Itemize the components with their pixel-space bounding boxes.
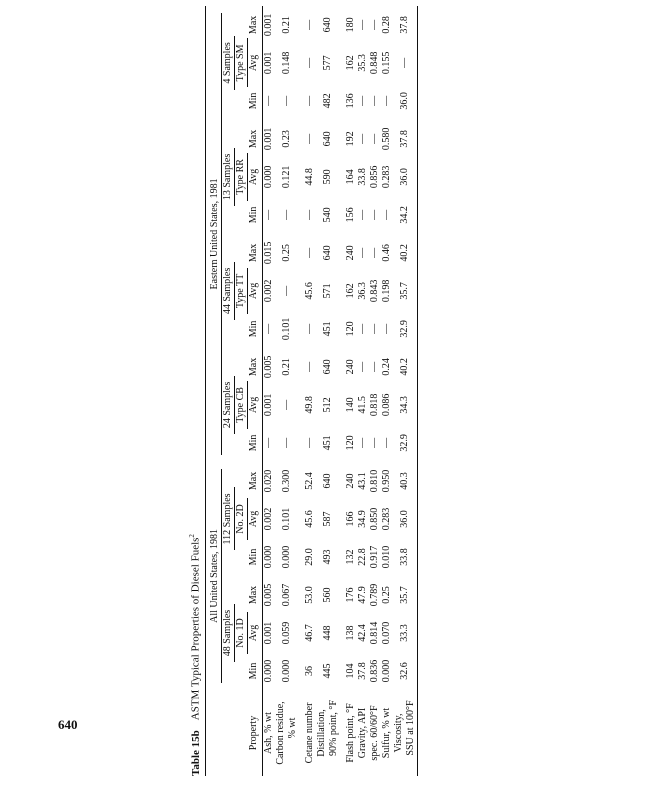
- value-cell: 166: [345, 511, 356, 527]
- property-cell: [369, 690, 381, 776]
- value-cell: 0.843: [369, 279, 380, 303]
- value-cell: 36.0: [393, 158, 418, 196]
- value-cell: 45.6: [304, 510, 315, 528]
- stat-header: Min: [248, 196, 263, 234]
- value-cell: 0.21: [281, 16, 292, 34]
- value-cell: 0.848: [369, 51, 380, 75]
- property-cell: [275, 690, 299, 776]
- stat-header: Avg: [248, 500, 263, 538]
- table-row: [263, 6, 276, 776]
- value-cell: 132: [345, 549, 356, 565]
- property-label: Carbon residue,: [275, 701, 286, 765]
- value-cell: 240: [345, 359, 356, 375]
- value-cell: 156: [345, 207, 356, 223]
- value-cell: 162: [345, 283, 356, 299]
- value-cell: 0.001: [263, 51, 274, 75]
- value-cell: 33.8: [393, 538, 418, 576]
- value-cell: 0.23: [281, 130, 292, 148]
- value-cell: 0.000: [263, 659, 274, 683]
- value-cell: 0.002: [263, 507, 274, 531]
- value-cell: 0.283: [381, 165, 392, 189]
- value-cell: 0.101: [281, 507, 292, 531]
- stat-header: Max: [248, 348, 263, 386]
- value-cell: —: [281, 209, 292, 220]
- value-cell: —: [304, 209, 315, 220]
- value-cell: 240: [345, 245, 356, 261]
- value-cell: 571: [322, 283, 333, 299]
- value-cell: —: [381, 95, 392, 106]
- table-row: [275, 6, 299, 776]
- value-cell: 493: [322, 549, 333, 565]
- stat-header: Avg: [248, 44, 263, 82]
- table-body: [263, 6, 418, 776]
- stat-header: Avg: [248, 158, 263, 196]
- stat-header: Avg: [248, 614, 263, 652]
- value-cell: 0.000: [281, 659, 292, 683]
- value-cell: —: [357, 323, 368, 334]
- value-cell: 0.25: [281, 244, 292, 262]
- type-header: Type CB: [235, 348, 248, 462]
- value-cell: —: [357, 247, 368, 258]
- value-cell: —: [357, 133, 368, 144]
- value-cell: 0.015: [263, 241, 274, 265]
- value-cell: 192: [345, 131, 356, 147]
- stat-header: Max: [248, 120, 263, 158]
- stat-header: Min: [248, 538, 263, 576]
- samples-header: 48 Samples: [222, 576, 235, 690]
- value-cell: 587: [322, 511, 333, 527]
- value-cell: 0.000: [263, 165, 274, 189]
- samples-header: 24 Samples: [222, 348, 235, 462]
- table-row: [299, 6, 316, 776]
- stat-header: Max: [248, 6, 263, 44]
- type-header: Type RR: [235, 120, 248, 234]
- type-header: No. 2D: [235, 462, 248, 576]
- value-cell: 0.850: [369, 507, 380, 531]
- value-cell: 0.283: [381, 507, 392, 531]
- value-cell: —: [263, 209, 274, 220]
- value-cell: —: [304, 323, 315, 334]
- value-cell: —: [281, 399, 292, 410]
- stat-header: Max: [248, 462, 263, 500]
- value-cell: 640: [322, 17, 333, 33]
- value-cell: 32.6: [393, 652, 418, 690]
- value-cell: 40.3: [393, 462, 418, 500]
- value-cell: 0.001: [263, 621, 274, 645]
- value-cell: 590: [322, 169, 333, 185]
- page-number: 640: [58, 717, 78, 732]
- value-cell: 0.000: [263, 545, 274, 569]
- value-cell: 0.25: [381, 586, 392, 604]
- value-cell: —: [304, 437, 315, 448]
- stat-header: Min: [248, 652, 263, 690]
- value-cell: 0.000: [281, 545, 292, 569]
- value-cell: —: [369, 95, 380, 106]
- value-cell: —: [357, 437, 368, 448]
- value-cell: 41.5: [357, 396, 368, 414]
- value-cell: —: [381, 209, 392, 220]
- value-cell: 140: [345, 397, 356, 413]
- value-cell: 104: [345, 663, 356, 679]
- property-cell: [393, 690, 418, 776]
- property-label: spec. 60/60°F: [369, 705, 380, 761]
- property-cell: [381, 690, 393, 776]
- value-cell: 44.8: [304, 168, 315, 186]
- property-label: Ash, % wt: [263, 712, 274, 754]
- value-cell: 0.814: [369, 621, 380, 645]
- value-cell: 0.856: [369, 165, 380, 189]
- value-cell: 52.4: [304, 472, 315, 490]
- value-cell: 0.46: [381, 244, 392, 262]
- value-cell: 560: [322, 587, 333, 603]
- value-cell: 120: [345, 321, 356, 337]
- property-cell: [263, 690, 276, 776]
- value-cell: —: [369, 437, 380, 448]
- property-label: Gravity, API: [357, 707, 368, 759]
- value-cell: —: [304, 19, 315, 30]
- value-cell: 0.950: [381, 469, 392, 493]
- table-number: Table 15b: [189, 730, 202, 776]
- type-header: Type SM: [235, 6, 248, 120]
- value-cell: 36.0: [393, 500, 418, 538]
- value-cell: —: [281, 437, 292, 448]
- value-cell: 0.070: [381, 621, 392, 645]
- value-cell: 164: [345, 169, 356, 185]
- value-cell: 32.9: [393, 310, 418, 348]
- property-label: Cetane number: [304, 702, 315, 764]
- property-sublabel: % wt: [287, 717, 298, 739]
- value-cell: 22.8: [357, 548, 368, 566]
- value-cell: —: [281, 285, 292, 296]
- table-row: [369, 6, 381, 776]
- header-row-stats: [248, 6, 263, 776]
- table-row: [393, 6, 418, 776]
- value-cell: 0.010: [381, 545, 392, 569]
- value-cell: 0.001: [263, 393, 274, 417]
- value-cell: 0.580: [381, 127, 392, 151]
- value-cell: —: [369, 19, 380, 30]
- value-cell: 0.818: [369, 393, 380, 417]
- value-cell: 0.002: [263, 279, 274, 303]
- value-cell: 0.001: [263, 127, 274, 151]
- value-cell: 512: [322, 397, 333, 413]
- value-cell: 37.8: [357, 662, 368, 680]
- value-cell: 37.8: [393, 120, 418, 158]
- value-cell: 0.21: [281, 358, 292, 376]
- value-cell: 34.3: [393, 386, 418, 424]
- value-cell: 36: [304, 666, 315, 676]
- value-cell: 0.148: [281, 51, 292, 75]
- value-cell: —: [357, 209, 368, 220]
- property-sublabel: 90% point, °F: [328, 700, 339, 756]
- value-cell: 37.8: [393, 6, 418, 44]
- table-title: ASTM Typical Properties of Diesel Fuels: [189, 537, 202, 721]
- table-row: [316, 6, 340, 776]
- value-cell: 0.300: [281, 469, 292, 493]
- value-cell: 640: [322, 473, 333, 489]
- property-cell: [340, 690, 357, 776]
- table-row: [357, 6, 369, 776]
- value-cell: 0.155: [381, 51, 392, 75]
- value-cell: —: [304, 95, 315, 106]
- property-label: Flash point, °F: [345, 703, 356, 763]
- value-cell: —: [369, 209, 380, 220]
- stat-header: Avg: [248, 272, 263, 310]
- value-cell: 451: [322, 321, 333, 337]
- value-cell: 42.4: [357, 624, 368, 642]
- value-cell: 0.789: [369, 583, 380, 607]
- value-cell: 36.0: [393, 82, 418, 120]
- value-cell: 46.7: [304, 624, 315, 642]
- value-cell: 445: [322, 663, 333, 679]
- stat-header: Avg: [248, 386, 263, 424]
- value-cell: 33.3: [393, 614, 418, 652]
- type-header: No. 1D: [235, 576, 248, 690]
- samples-header: 13 Samples: [222, 120, 235, 234]
- value-cell: 49.8: [304, 396, 315, 414]
- value-cell: 35.7: [393, 576, 418, 614]
- value-cell: —: [381, 323, 392, 334]
- footnote-mark: 2: [188, 534, 196, 538]
- value-cell: 240: [345, 473, 356, 489]
- value-cell: 34.2: [393, 196, 418, 234]
- value-cell: 43.1: [357, 472, 368, 490]
- value-cell: 0.24: [381, 358, 392, 376]
- value-cell: —: [304, 133, 315, 144]
- value-cell: —: [263, 323, 274, 334]
- stat-header: Min: [248, 310, 263, 348]
- value-cell: —: [304, 57, 315, 68]
- value-cell: 0.086: [381, 393, 392, 417]
- value-cell: 29.0: [304, 548, 315, 566]
- value-cell: 136: [345, 93, 356, 109]
- value-cell: —: [369, 323, 380, 334]
- header-row-samples: [222, 6, 235, 776]
- value-cell: —: [369, 361, 380, 372]
- value-cell: 47.9: [357, 586, 368, 604]
- value-cell: 40.2: [393, 348, 418, 386]
- value-cell: 0.28: [381, 16, 392, 34]
- value-cell: 0.101: [281, 317, 292, 341]
- value-cell: —: [393, 44, 418, 82]
- value-cell: 40.2: [393, 234, 418, 272]
- stat-header: Max: [248, 576, 263, 614]
- value-cell: —: [381, 437, 392, 448]
- stat-header: Min: [248, 424, 263, 462]
- value-cell: —: [357, 95, 368, 106]
- table-caption: [188, 534, 202, 776]
- stat-header: Min: [248, 82, 263, 120]
- value-cell: —: [357, 19, 368, 30]
- value-cell: 0.810: [369, 469, 380, 493]
- value-cell: 540: [322, 207, 333, 223]
- table-row: [340, 6, 357, 776]
- region-header: All United States, 1981: [206, 462, 223, 690]
- property-label: Viscosity,: [393, 713, 404, 753]
- value-cell: 448: [322, 625, 333, 641]
- region-header: Eastern United States, 1981: [206, 6, 223, 462]
- value-cell: 577: [322, 55, 333, 71]
- type-header: Type TT: [235, 234, 248, 348]
- value-cell: 640: [322, 131, 333, 147]
- value-cell: 0.000: [381, 659, 392, 683]
- property-label: Distillation,: [316, 709, 327, 757]
- property-cell: [316, 690, 340, 776]
- value-cell: 640: [322, 359, 333, 375]
- header-row-types: [235, 6, 248, 776]
- value-cell: 640: [322, 245, 333, 261]
- stat-header: Max: [248, 234, 263, 272]
- property-label: Sulfur, % wt: [381, 707, 392, 759]
- value-cell: 482: [322, 93, 333, 109]
- value-cell: 0.005: [263, 583, 274, 607]
- value-cell: 138: [345, 625, 356, 641]
- value-cell: 176: [345, 587, 356, 603]
- value-cell: —: [281, 95, 292, 106]
- value-cell: —: [369, 247, 380, 258]
- value-cell: 33.8: [357, 168, 368, 186]
- value-cell: 35.3: [357, 54, 368, 72]
- value-cell: 0.020: [263, 469, 274, 493]
- property-sublabel: SSU at 100°F: [405, 700, 416, 756]
- value-cell: 0.836: [369, 659, 380, 683]
- rotated-table-block: [188, 0, 638, 776]
- value-cell: 32.9: [393, 424, 418, 462]
- samples-header: 4 Samples: [222, 6, 235, 120]
- value-cell: 0.917: [369, 545, 380, 569]
- value-cell: —: [369, 133, 380, 144]
- value-cell: —: [263, 437, 274, 448]
- value-cell: 0.121: [281, 165, 292, 189]
- value-cell: 451: [322, 435, 333, 451]
- samples-header: 44 Samples: [222, 234, 235, 348]
- value-cell: 35.7: [393, 272, 418, 310]
- header-row-regions: [206, 6, 223, 776]
- value-cell: 53.0: [304, 586, 315, 604]
- value-cell: —: [357, 361, 368, 372]
- value-cell: 0.067: [281, 583, 292, 607]
- value-cell: 0.198: [381, 279, 392, 303]
- samples-header: 112 Samples: [222, 462, 235, 576]
- property-cell: [299, 690, 316, 776]
- value-cell: —: [304, 361, 315, 372]
- value-cell: —: [263, 95, 274, 106]
- value-cell: 0.059: [281, 621, 292, 645]
- table-row: [381, 6, 393, 776]
- property-header: Property: [248, 690, 263, 776]
- value-cell: 120: [345, 435, 356, 451]
- value-cell: 0.001: [263, 13, 274, 37]
- value-cell: 180: [345, 17, 356, 33]
- value-cell: 45.6: [304, 282, 315, 300]
- diesel-properties-table: [205, 6, 418, 776]
- value-cell: —: [304, 247, 315, 258]
- value-cell: 162: [345, 55, 356, 71]
- value-cell: 0.005: [263, 355, 274, 379]
- property-cell: [357, 690, 369, 776]
- value-cell: 34.9: [357, 510, 368, 528]
- value-cell: 36.3: [357, 282, 368, 300]
